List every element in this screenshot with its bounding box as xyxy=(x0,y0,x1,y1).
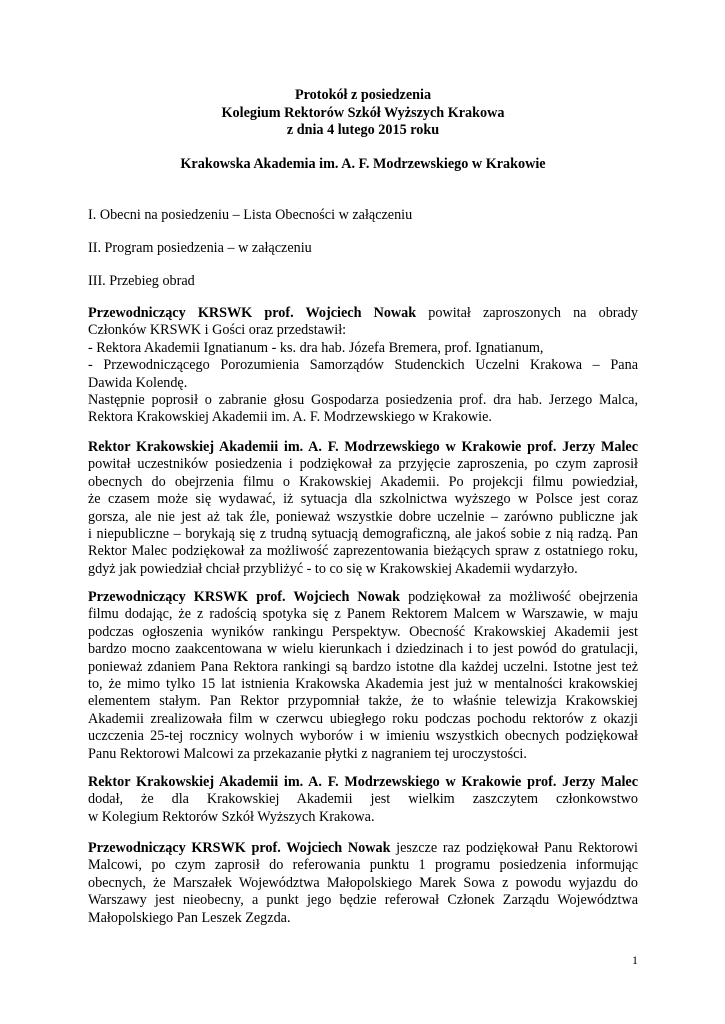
p3-line-3: bardzo mocno zaakcentowana w wielu kierunkach i dziedzinach i to jest powód do gratulacji, xyxy=(88,641,638,658)
p3-line-7: Akademii zrealizowała film w czerwcu ubiegłego roku podczas pochodu rektorów z okazji xyxy=(88,710,638,727)
p5-text-0: jeszcze raz podziękował Panu Rektorowi xyxy=(390,840,639,856)
p5-speaker: Przewodniczący KRSWK prof. Wojciech Nowak xyxy=(88,840,391,856)
venue-heading: Krakowska Akademia im. A. F. Modrzewskiego w Krakowie xyxy=(180,156,546,172)
section-3: III. Przebieg obrad xyxy=(88,273,195,289)
p5-line-3: Warszawy jest nieobecny, a punkt jego będzie referował Członek Zarządu Województwa xyxy=(88,892,638,909)
paragraph-4 xyxy=(88,774,638,826)
p1-line-4: Dawida Kolendę. xyxy=(88,374,188,391)
p4-line-1: w Kolegium Rektorów Szkół Wyższych Krakowa. xyxy=(88,808,375,825)
p2-line-4: i niepubliczne – borykają się z trudną sytuacją demograficzną, ale jakoś sobie z nią radzą. Pan xyxy=(88,526,638,543)
header-line-1: Protokół z posiedzenia xyxy=(294,87,432,103)
page-number: 1 xyxy=(632,953,638,967)
p2-line-6: gdyż jak powiedział chciał przybliżyć - to co się w Krakowskiej Akademii wydarzyło. xyxy=(88,560,578,577)
p2-line-1: obecnych do obejrzenia filmu o Krakowskiej Akademii. Po projekcji filmu powiedział, xyxy=(88,473,638,490)
section-2: II. Program posiedzenia – w załączeniu xyxy=(88,240,312,256)
p1-line-6: Rektora Krakowskiej Akademii im. A. F. Modrzewskiego w Krakowie. xyxy=(88,409,492,426)
p2-line-2: że czasem może się wydawać, iż sytuacja dla szkolnictwa wyższego w Polsce jest coraz xyxy=(88,491,638,508)
p2-speaker: Rektor Krakowskiej Akademii im. A. F. Modrzewskiego w Krakowie prof. Jerzy Malec xyxy=(88,439,638,455)
header-line-2: Kolegium Rektorów Szkół Wyższych Krakowa xyxy=(221,104,505,121)
section-1: I. Obecni na posiedzeniu – Lista Obecności w załączeniu xyxy=(88,207,413,223)
p1-text-0: powitał zaproszonych na obrady xyxy=(416,305,638,321)
p3-line-0 xyxy=(88,589,638,606)
p3-line-4: ponieważ zdaniem Pana Rektora rankingi są bardzo istotne dla każdej uczelni. Istotne jest też xyxy=(88,658,638,675)
p5-line-2: obecnych, że Marszałek Województwa Małopolskiego Marek Sowa z powodu wyjazdu do xyxy=(88,874,638,891)
p2-line-0: powitał uczestników posiedzenia i podziękował za przyjęcie zaproszenia, po czym zaprosił xyxy=(88,456,638,473)
p1-line-2: - Rektora Akademii Ignatianum - ks. dra hab. Józefa Bremera, prof. Ignatianum, xyxy=(88,339,544,356)
p3-line-9: Panu Rektorowi Malcowi za przekazanie płytki z nagraniem tej uroczystości. xyxy=(88,745,527,762)
p5-line-0 xyxy=(88,840,638,857)
p3-text-0: podziękował za możliwość obejrzenia xyxy=(400,589,638,605)
paragraph-5 xyxy=(88,840,638,927)
p1-speaker: Przewodniczący KRSWK prof. Wojciech Nowak xyxy=(88,305,417,321)
p5-line-1: Malcowi, po czym zaprosił do referowania punktu 1 programu posiedzenia informując xyxy=(88,857,638,874)
p4-line-0: dodał, że dla Krakowskiej Akademii jest wielkim zaszczytem członkowstwo xyxy=(88,791,638,808)
p1-line-0 xyxy=(88,305,638,322)
p3-speaker: Przewodniczący KRSWK prof. Wojciech Nowak xyxy=(88,589,400,605)
p2-line-3: gorsza, ale nie jest aż tak źle, ponieważ wszystkie dobre uczelnie – zarówno publiczne jak xyxy=(88,508,638,525)
p1-line-5: Następnie poprosił o zabranie głosu Gospodarza posiedzenia prof. dra hab. Jerzego Malca, xyxy=(88,392,638,409)
p2-line-5: Rektor Malec podziękował za możliwość zaprezentowania bieżących spraw z ostatniego roku, xyxy=(88,543,638,560)
paragraph-2 xyxy=(88,439,638,578)
document-header xyxy=(88,87,638,140)
paragraph-1 xyxy=(88,305,638,427)
p3-line-1: filmu dodając, że z radością spotyka się z Panem Rektorem Malcem w Warszawie, w maju xyxy=(88,606,638,623)
p3-line-6: elementem stałym. Pan Rektor przypomniał także, że to właśnie telewizja Krakowskiej xyxy=(88,693,638,710)
p1-line-3: - Przewodniczącego Porozumienia Samorządów Studenckich Uczelni Krakowa – Pana xyxy=(88,357,638,374)
paragraph-3 xyxy=(88,589,638,763)
p3-line-8: uczczenia 25-tej rocznicy wolnych wyborów i w imieniu wszystkich obecnych podziękował xyxy=(88,728,638,745)
p4-speaker: Rektor Krakowskiej Akademii im. A. F. Modrzewskiego w Krakowie prof. Jerzy Malec xyxy=(88,774,638,790)
p5-line-4: Małopolskiego Pan Leszek Zegzda. xyxy=(88,909,291,926)
p1-line-1: Członków KRSWK i Gości oraz przedstawił: xyxy=(88,322,347,339)
header-line-3: z dnia 4 lutego 2015 roku xyxy=(286,122,440,138)
p3-line-2: podczas ogłoszenia wyników rankingu Perspektyw. Obecność Krakowskiej Akademii jest xyxy=(88,623,638,640)
p3-line-5: to, że mimo tylko 15 lat istnienia Krakowska Akademia jest już w mentalności krakowskiej xyxy=(88,676,638,693)
